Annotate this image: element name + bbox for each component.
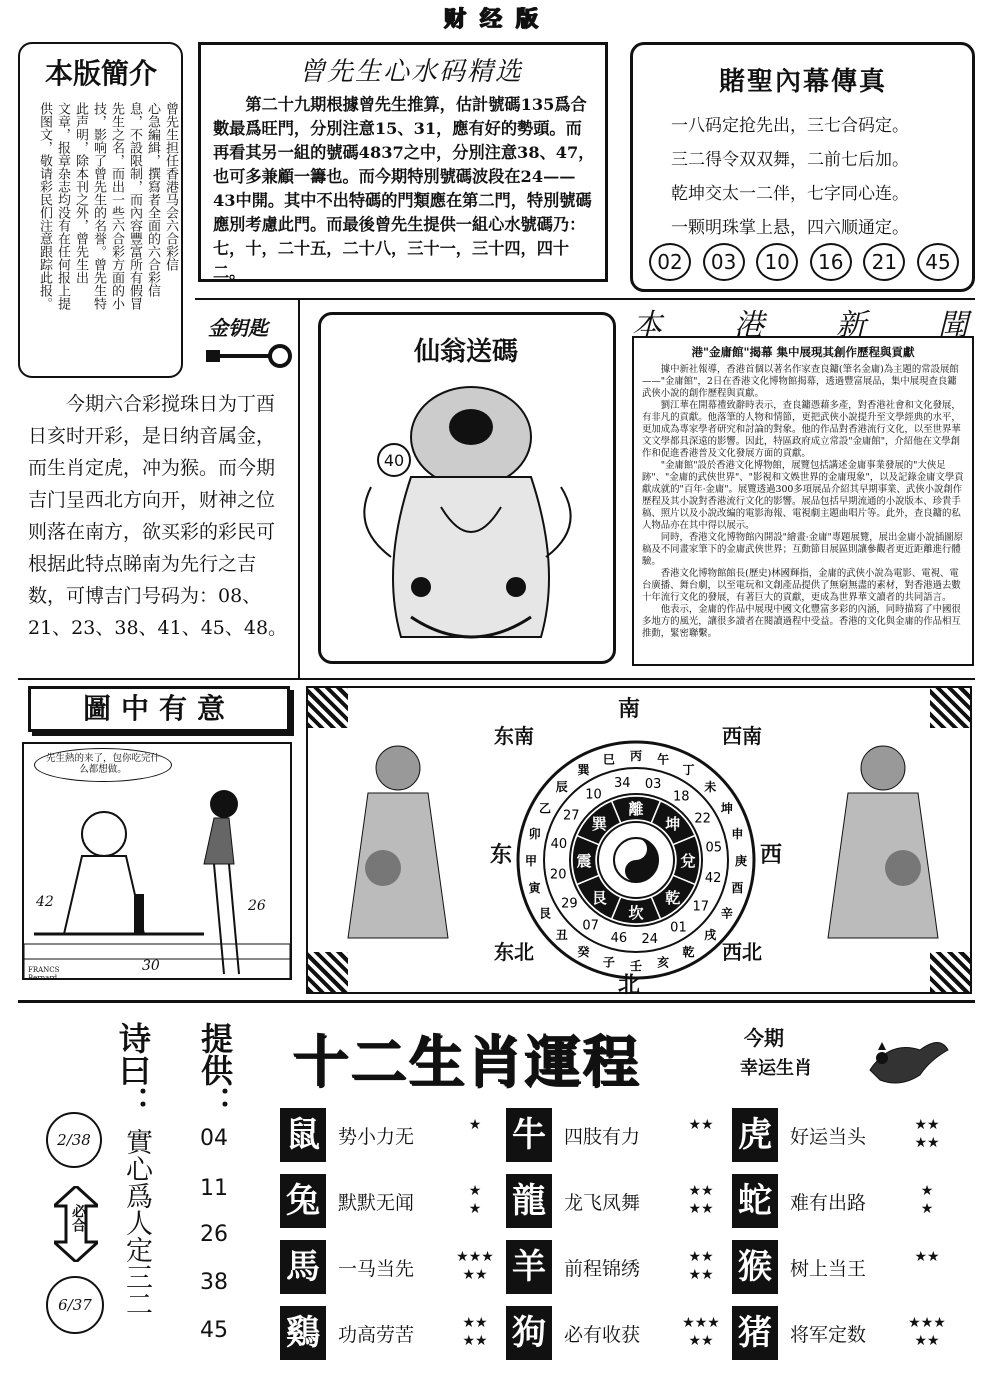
compass-number: 24 [641, 931, 658, 947]
zodiac-stars: ★★ ★★ [462, 1315, 488, 1349]
number-ball: 10 [756, 243, 798, 281]
zodiac-fortune: 势小力无 [338, 1126, 415, 1148]
masthead-title: 财经版 [443, 6, 552, 32]
provide-number: 45 [200, 1318, 228, 1343]
picture-box [22, 742, 292, 980]
picture-signature: FRANCS Bernard [28, 966, 60, 982]
compass-branch: 午 [657, 752, 670, 767]
compass-number: 29 [561, 896, 578, 912]
hk-news-paragraph: 據中新社報導，香港首個以著名作家查良鏞(筆名金庸)為主題的常設展館——"金庸館"，2日在香港文化博物館揭幕，透過豐富展品，集中展現查良鏞武俠小說的創作歷程與貢獻。 [642, 364, 959, 399]
compass-branch: 未 [704, 779, 717, 794]
provide-number: 26 [200, 1222, 228, 1247]
poem-text [118, 1128, 158, 1368]
immortal-box [318, 312, 616, 664]
secret-title: 賭聖內幕傳真 [718, 67, 887, 97]
secret-line: 乾坤交太一二伴，七字同心连。 [671, 184, 909, 204]
intro-column: 此声明，除本刊之外，曾先生出 [73, 102, 88, 284]
zodiac-stars: ★★ [688, 1117, 714, 1133]
hk-news-title: 本港新聞 [632, 308, 972, 343]
compass-branch: 子 [602, 955, 615, 970]
compass-branch: 丑 [555, 928, 568, 943]
immortal-title: 仙翁送碼 [413, 337, 518, 367]
compass-west: 西 [760, 842, 783, 868]
zodiac-stars: ★ ★ [468, 1183, 482, 1217]
compass-number: 22 [694, 811, 711, 827]
hk-news-box [632, 336, 974, 666]
golden-key-label: 金钥匙 [208, 316, 268, 340]
picture-title: 圖中有意 [82, 692, 235, 725]
speech-bubble-text: 先生熱的来了，包你吃完什么都想做。 [45, 753, 160, 775]
zodiac-stars: ★ [468, 1117, 482, 1133]
secret-box [630, 42, 975, 292]
trigram-label: 兌 [680, 852, 696, 870]
poem-badge-c [46, 1276, 104, 1334]
secret-line: 三二得令双双舞，二前七后加。 [671, 150, 909, 170]
zodiac-fortune: 前程锦绣 [564, 1258, 641, 1280]
number-ball: 45 [917, 243, 959, 281]
trigram-label: 坤 [665, 815, 681, 834]
compass-branch: 申 [731, 826, 744, 841]
intro-column: 文章，报章杂志均没有在任何报上提 [55, 102, 70, 310]
compass-branch: 巽 [577, 763, 590, 778]
picture-title-box [28, 686, 290, 732]
number-ball: 03 [703, 243, 745, 281]
provide-number: 04 [200, 1126, 228, 1151]
zodiac-fortune: 一马当先 [338, 1258, 415, 1280]
picture-num: 42 [36, 894, 54, 910]
compass-northeast: 东北 [494, 940, 534, 964]
divider [18, 678, 975, 680]
secret-line: 一八码定抢先出，三七合码定。 [671, 116, 909, 136]
poem-label-text: 诗曰： [114, 1022, 152, 1118]
figure-left [338, 738, 458, 968]
zodiac-fortune: 树上当王 [790, 1258, 867, 1280]
hk-news-headline: 港"金庸館"揭幕 集中展現其創作歷程與貢獻 [691, 345, 915, 359]
intro-column: 技，影响了曾先生的名誉。曾先生特 [91, 102, 106, 310]
yin-yang-dot [633, 868, 640, 875]
compass-number: 42 [704, 871, 722, 887]
compass-number: 03 [644, 776, 662, 792]
compass-branch: 庚 [734, 854, 748, 868]
zodiac-char: 蛇 [732, 1174, 778, 1228]
compass-branch: 辛 [720, 906, 733, 921]
zodiac-fortune: 好运当头 [790, 1126, 867, 1148]
compass-number: 07 [582, 918, 599, 934]
compass-branch: 戌 [704, 928, 717, 943]
intro-column: 曾先生担任香港马会六合彩信 [163, 102, 178, 271]
provide-number: 38 [200, 1270, 228, 1295]
compass-number: 05 [705, 840, 723, 856]
trigram-label: 乾 [665, 888, 681, 907]
compass-number: 10 [585, 787, 602, 803]
zodiac-fortune: 四肢有力 [564, 1126, 641, 1148]
compass-branch: 乙 [539, 801, 552, 816]
zodiac-fortune: 龙飞凤舞 [564, 1192, 641, 1214]
zodiac-fortune: 必有收获 [564, 1324, 641, 1346]
heart-water-title: 曾先生心水码精选 [298, 57, 523, 87]
number-ball: 16 [810, 243, 852, 281]
secret-line: 一颗明珠掌上悬，四六顺通定。 [671, 218, 909, 238]
compass-branch: 甲 [524, 854, 538, 868]
trigram-label: 坎 [628, 904, 644, 922]
zodiac-char: 鼠 [280, 1108, 326, 1162]
zodiac-grid [280, 1108, 970, 1378]
compass-number: 27 [563, 808, 580, 824]
secret-numbers [649, 243, 959, 279]
bagua-compass [516, 740, 756, 980]
zodiac-fortune: 将军定数 [790, 1324, 867, 1346]
compass-branch: 丁 [682, 763, 695, 778]
zodiac-char: 虎 [732, 1108, 778, 1162]
number-ball: 21 [863, 243, 905, 281]
picture-num: 30 [142, 958, 160, 974]
compass-number: 46 [610, 931, 628, 947]
yin-yang-dot [633, 846, 640, 853]
divider [298, 298, 300, 678]
compass-number: 01 [670, 920, 687, 936]
poem-badge-a-text: 2/38 [57, 1131, 91, 1149]
compass-branch: 巳 [602, 752, 615, 767]
zodiac-fortune: 默默无闻 [338, 1192, 415, 1214]
zodiac-char: 羊 [506, 1240, 552, 1294]
compass-number: 34 [614, 776, 631, 792]
zodiac-stars: ★★ ★★ [688, 1183, 714, 1217]
immortal-illustration [341, 367, 597, 657]
compass-number: 17 [692, 899, 709, 915]
trigram-label: 震 [576, 852, 592, 870]
zodiac-fortune: 难有出路 [790, 1192, 867, 1214]
speech-bubble [34, 748, 172, 782]
intro-column: 供图文，敬请彩民们注意跟踪此报。 [37, 102, 52, 310]
zodiac-char: 牛 [506, 1108, 552, 1162]
compass-branch: 亥 [657, 955, 670, 970]
compass-branch: 艮 [539, 906, 552, 921]
compass-south: 南 [618, 696, 641, 722]
zodiac-char: 龍 [506, 1174, 552, 1228]
intro-column: 息，不設限制，而內容豐富所有假冒 [127, 102, 142, 310]
compass-branch: 乾 [682, 944, 695, 959]
poem-badge-b-text: 必合 [70, 1204, 86, 1232]
hk-news-paragraph: "金庸館"設於香港文化博物館，展覽包括講述金庸事業發展的"大俠足跡"、"金庸的武俠世界"、"影視和文娛世界的金庸現象"，以及記錄金庸文學貢獻成就的"百年·金庸"。展覽透過300多項展品介紹其早期事業、武俠小說創作歷程及其小說對香港流行文化的影響。展品包括早期流通的小說版本、珍貴手稿、照片以及小說改編的電影海報、電視劇主題曲唱片等。此外，查良鏞的私人物品亦在其中得以展示。 [642, 460, 964, 531]
hk-news-paragraph: 他表示，金庸的作品中展現中國文化豐富多彩的內涵，同時描寫了中國很多地方的風光，讓很多讀者在閱讀過程中受益。香港的文化與金庸的作品相互推動，緊密聯繫。 [642, 604, 961, 639]
hk-news-paragraph: 香港文化博物館館長(歷史)林國輝指，金庸的武俠小說為電影、電視、電台廣播、舞台劇，以至電玩和文創產品提供了無窮無盡的素材，對香港過去數十年流行文化的發展，有著巨大的貢獻，更成為世界華文讀者的共同語言。 [642, 568, 961, 603]
heart-water-box [198, 42, 608, 282]
poem-badge-b [54, 1186, 98, 1262]
compass-branch: 辰 [555, 779, 568, 794]
corner-decoration [308, 688, 348, 728]
provide-number: 11 [200, 1176, 228, 1201]
golden-key-body: 今期六合彩搅珠日为丁酉日亥时开彩，是日纳音属金，而生肖定虎，冲为猴。而今期吉门呈西北方向开，财神之位则落在南方，欲买彩的彩民可根据此特点睇南为先行之吉数，可博吉门号码为：08、21、23、38、41、45、48。 [28, 393, 288, 639]
immortal-number: 40 [377, 443, 411, 477]
compass-branch: 酉 [731, 881, 744, 896]
zodiac-char: 兔 [280, 1174, 326, 1228]
intro-body [28, 102, 178, 372]
compass-branch: 寅 [528, 881, 541, 896]
compass-north: 北 [618, 972, 641, 998]
zodiac-lucky-1: 今期 [744, 1026, 784, 1050]
trigram-label: 離 [628, 800, 644, 818]
compass-branch: 卯 [528, 826, 541, 841]
compass-branch: 丙 [629, 749, 643, 763]
compass-number: 40 [550, 836, 568, 852]
golden-key-icon [206, 344, 292, 368]
provide-label [192, 1022, 242, 1122]
poem-badge-c-text: 6/37 [58, 1296, 92, 1314]
poem-text-body: 實心爲人定三二 [121, 1128, 152, 1317]
zodiac-lucky-2: 幸运生肖 [740, 1058, 812, 1079]
compass-box [306, 686, 972, 998]
compass-branch: 癸 [577, 944, 590, 959]
intro-column: 先生之名，而出一些六合彩方面的小 [109, 102, 124, 310]
zodiac-stars: ★★ ★★ [688, 1249, 714, 1283]
compass-number: 18 [673, 789, 690, 805]
poem-badge-a [46, 1112, 102, 1168]
picture-num: 26 [248, 898, 266, 914]
compass-east: 东 [490, 842, 513, 868]
zodiac-stars: ★★ ★★ [914, 1117, 940, 1151]
cartoon-illustration [24, 784, 290, 980]
figure-right [818, 738, 948, 968]
zodiac-char: 馬 [280, 1240, 326, 1294]
compass-southwest: 西南 [722, 724, 762, 748]
zodiac-fortune: 功高劳苦 [338, 1324, 415, 1346]
intro-title: 本版簡介 [44, 57, 157, 90]
number-ball: 02 [649, 243, 691, 281]
hk-news-paragraph: 同時，香港文化博物館內開設"繪畫·金庸"專題展覽，展出金庸小說插圖原稿及不同畫家筆下的金庸武俠世界；互動節目展區則讓參觀者更近距離進行體驗。 [642, 532, 964, 567]
compass-northwest: 西北 [722, 940, 762, 964]
zodiac-title: 十二生肖運程 [292, 1030, 640, 1095]
zodiac-char: 鷄 [280, 1306, 326, 1360]
trigram-label: 巽 [591, 815, 607, 834]
divider [18, 1000, 975, 1003]
masthead [418, 0, 578, 34]
compass-number: 20 [549, 867, 567, 883]
rooster-icon [860, 1030, 950, 1090]
intro-box [18, 42, 183, 378]
zodiac-stars: ★★★ ★★ [908, 1315, 946, 1349]
trigram-label: 艮 [591, 888, 607, 907]
zodiac-stars: ★ ★ [920, 1183, 934, 1217]
corner-decoration [930, 688, 970, 728]
zodiac-char: 猪 [732, 1306, 778, 1360]
zodiac-stars: ★★ [914, 1249, 940, 1265]
provide-label-text: 提供： [196, 1022, 234, 1118]
intro-column: 心急編緝，撰寫者全面的六合彩信 [145, 102, 160, 297]
compass-branch: 坤 [720, 801, 733, 816]
zodiac-stars: ★★★ ★★ [456, 1249, 494, 1283]
heart-water-body: 第二十九期根據曾先生推算，估計號碼135爲合數最爲旺門，分別注意15、31，應有好的勢頭。而再看其另一組的號碼4837之中，分別注意38、47，也可多兼顧一籌也。而今期特別號碼波段在24——43中開。其中不出特碼的門類應在第二門，特別號碼應別考慮此門。而最後曾先生提供一組心水號碼乃：七，十，二十五，二十八，三十一，三十四，四十二。 [213, 95, 595, 282]
compass-southeast: 东南 [494, 724, 534, 748]
poem-label [110, 1022, 160, 1122]
hk-news-paragraph: 劉江華在開幕禮致辭時表示，查良鏞憑藉多產，對香港社會和文化發展，有非凡的貢獻。他落筆的人物和情節，更把武俠小說提升至文學經典的水平，更加成為專家學者研究和討論的對象。他的作品對香港流行文化，以至世界華文文學都具深遠的影響。因此，特區政府成立常設"金庸館"，介紹他在文學創作和促進香港普及文化發展方面的貢獻。 [642, 400, 961, 459]
zodiac-char: 猴 [732, 1240, 778, 1294]
zodiac-stars: ★★★ ★★ [682, 1315, 720, 1349]
compass-branch: 壬 [629, 959, 643, 973]
zodiac-char: 狗 [506, 1306, 552, 1360]
